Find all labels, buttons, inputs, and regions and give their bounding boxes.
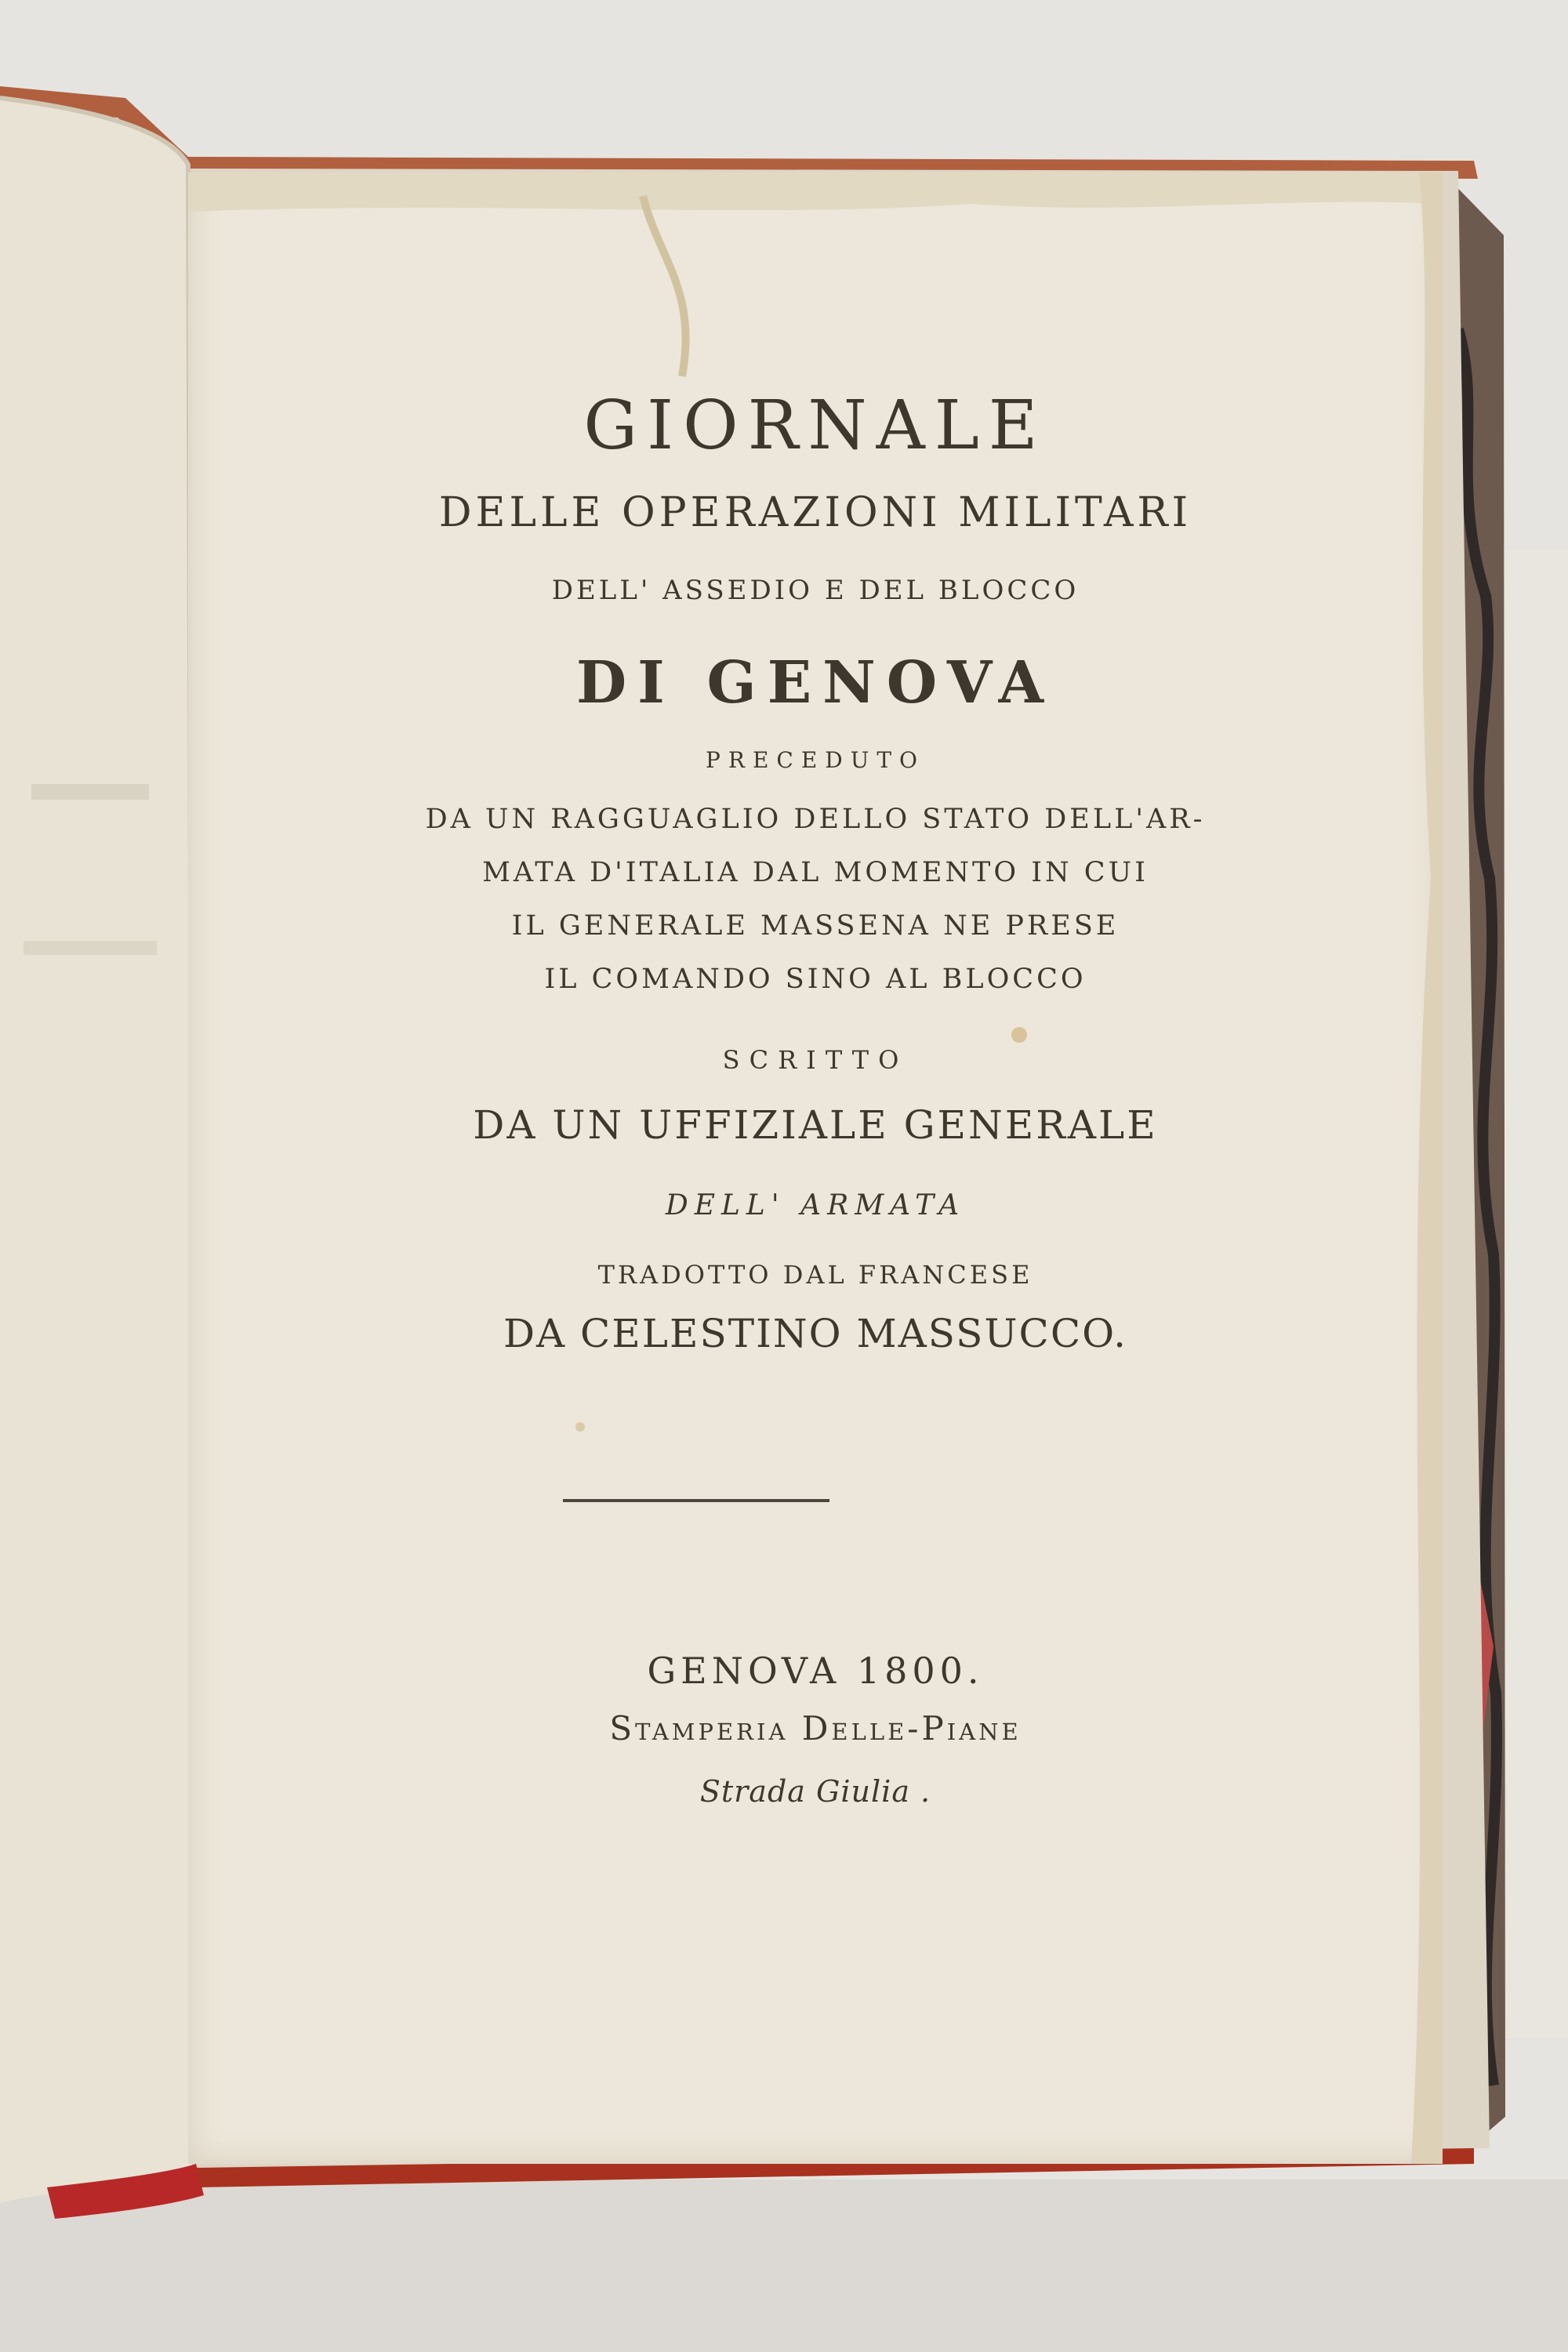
left-facing-page: [0, 98, 194, 2203]
foxing-stains: [188, 172, 1443, 2164]
subtitle-line-2: DELL' ASSEDIO E DEL BLOCCO: [551, 575, 1080, 606]
subtitle-line-1: DELLE OPERAZIONI MILITARI: [438, 489, 1192, 536]
ragguaglio-line: DA UN RAGGUAGLIO DELLO STATO DELL'AR-: [425, 804, 1206, 835]
book-title: GIORNALE: [583, 387, 1047, 465]
ragguaglio-line: IL COMANDO SINO AL BLOCCO: [544, 964, 1087, 995]
title-page: [188, 172, 1443, 2164]
translator-line: DA CELESTINO MASSUCCO.: [503, 1311, 1128, 1356]
preceded-label: PRECEDUTO: [706, 747, 925, 773]
ragguaglio-line: IL GENERALE MASSENA NE PRESE: [511, 910, 1120, 942]
ornamental-rule: [563, 1499, 829, 1502]
imprint-street: Strada Giulia .: [699, 1774, 931, 1809]
ragguaglio-line: MATA D'ITALIA DAL MOMENTO IN CUI: [482, 857, 1149, 888]
army-line: DELL' ARMATA: [665, 1189, 966, 1221]
translated-label: TRADOTTO DAL FRANCESE: [597, 1260, 1033, 1290]
imprint-place-year: GENOVA 1800.: [647, 1650, 984, 1692]
author-line: DA UN UFFIZIALE GENERALE: [473, 1102, 1158, 1148]
imprint-printer: Stamperia Delle-Piane: [609, 1709, 1022, 1748]
written-label: SCRITTO: [722, 1045, 909, 1075]
subtitle-city: DI GENOVA: [575, 649, 1055, 717]
